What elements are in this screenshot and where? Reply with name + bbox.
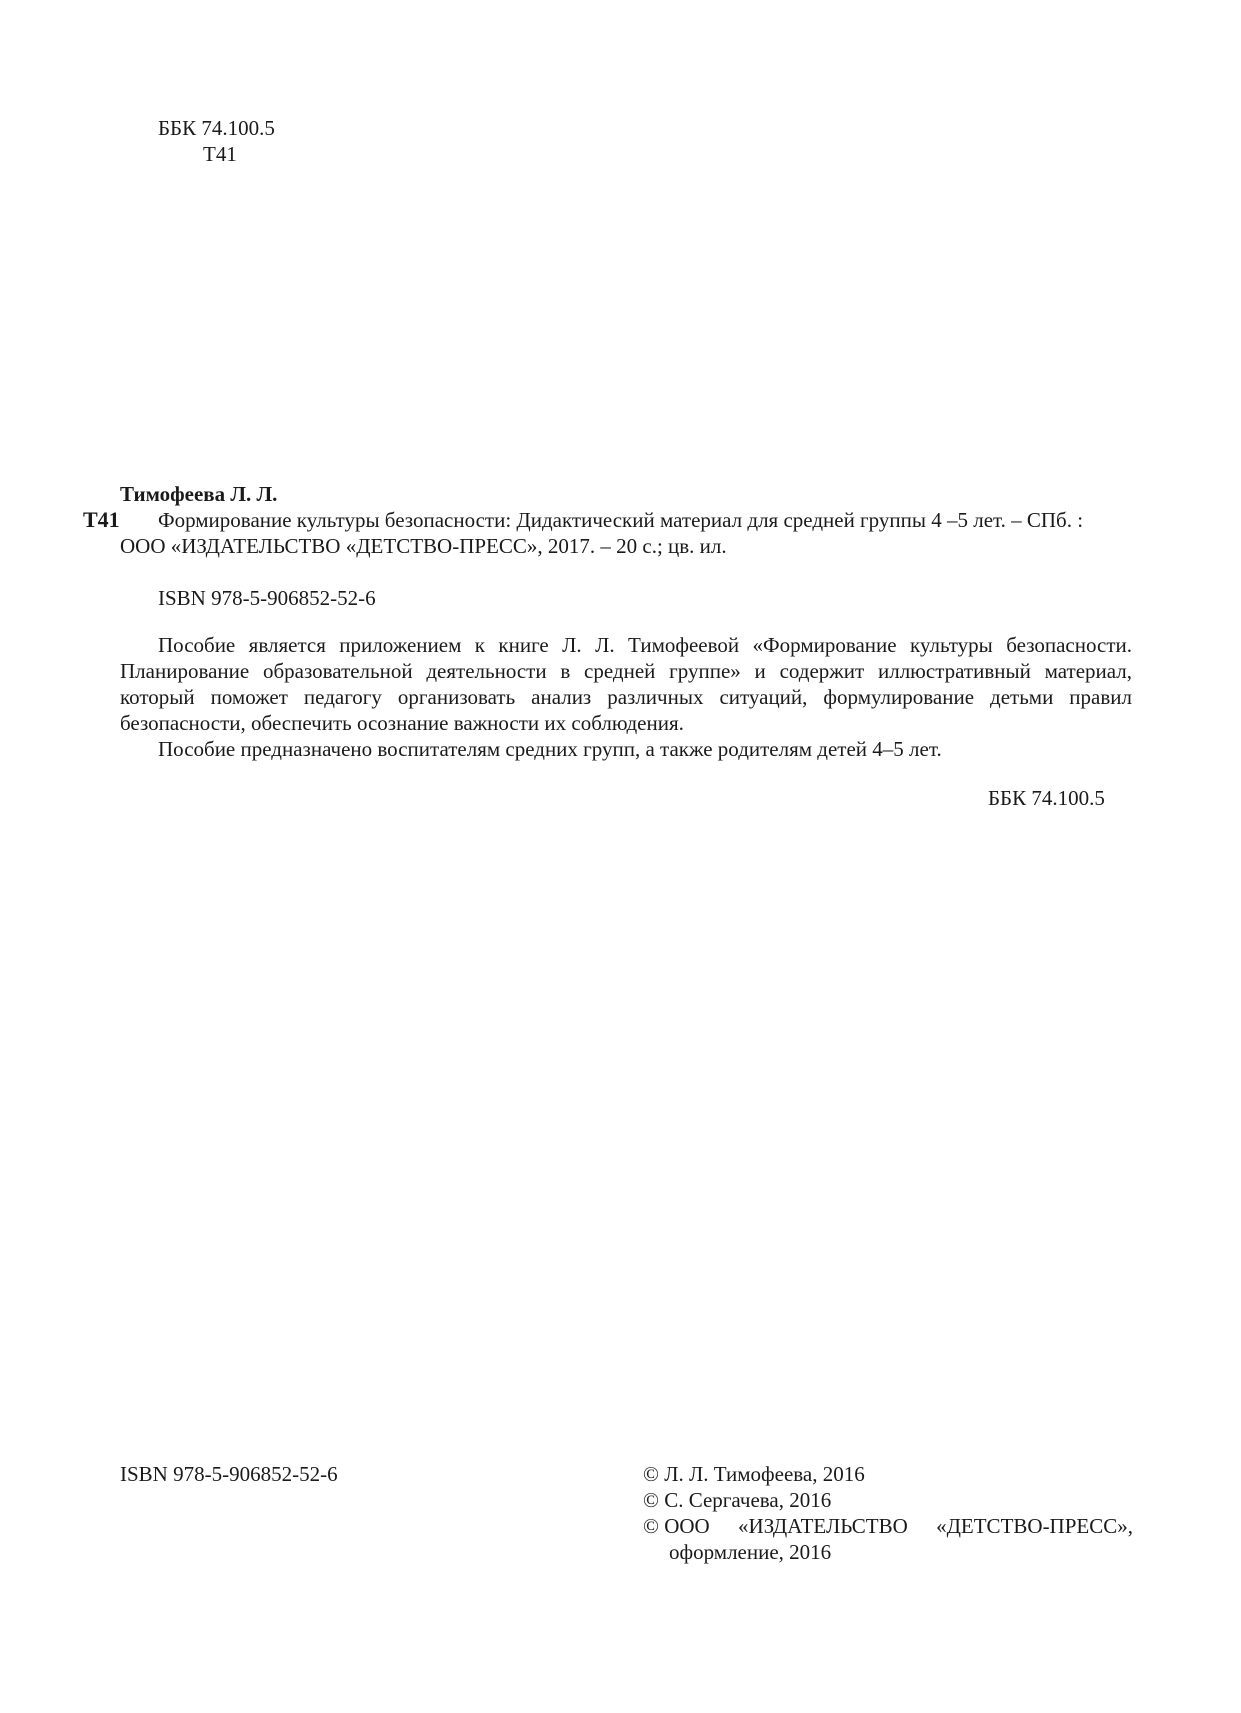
copyright-line: © С. Сергачева, 2016 xyxy=(643,1488,832,1512)
biblio-title-line: Формирование культуры безопасности: Дидактический материал для средней группы 4 –5 лет. – СПб. : xyxy=(158,508,1084,532)
copyright-segment: © ООО xyxy=(643,1514,710,1538)
copyright-line: © Л. Л. Тимофеева, 2016 xyxy=(643,1462,865,1486)
annotation-paragraph: Пособие предназначено воспитателям средних групп, а также родителям детей 4–5 лет. xyxy=(158,737,942,761)
classification-block xyxy=(158,115,275,167)
author-sign-code: Т41 xyxy=(203,142,237,166)
copyright-line xyxy=(643,1513,1133,1539)
annotation xyxy=(120,632,1132,762)
entry-author-sign: Т41 xyxy=(83,507,120,532)
isbn-footer: ISBN 978-5-906852-52-6 xyxy=(120,1462,338,1486)
copyright-line: оформление, 2016 xyxy=(669,1540,832,1564)
copyright-block xyxy=(643,1461,1133,1565)
copyright-segment: «ДЕТСТВО-ПРЕСС», xyxy=(936,1514,1133,1538)
copyright-segment: «ИЗДАТЕЛЬСТВО xyxy=(738,1514,908,1538)
annotation-paragraph: Пособие является приложением к книге Л. Л. Тимофеевой «Формирование культуры безопасности. Планирование образовательной деятельности в средней группе» и содержит иллюстративный материал, который поможет педагогу организовать анализ различных ситуаций, формулирование детьми правил безопасности, обеспечить осознание важности их соблюдения. xyxy=(120,633,1132,735)
bbk-code-right: ББК 74.100.5 xyxy=(988,786,1105,810)
biblio-publisher-line: ООО «ИЗДАТЕЛЬСТВО «ДЕТСТВО-ПРЕСС», 2017. – 20 с.; цв. ил. xyxy=(120,534,727,558)
author-name: Тимофеева Л. Л. xyxy=(120,482,278,506)
bbk-code: ББК 74.100.5 xyxy=(158,116,275,140)
bibliographic-description xyxy=(120,507,1135,559)
isbn-entry: ISBN 978-5-906852-52-6 xyxy=(158,586,376,610)
